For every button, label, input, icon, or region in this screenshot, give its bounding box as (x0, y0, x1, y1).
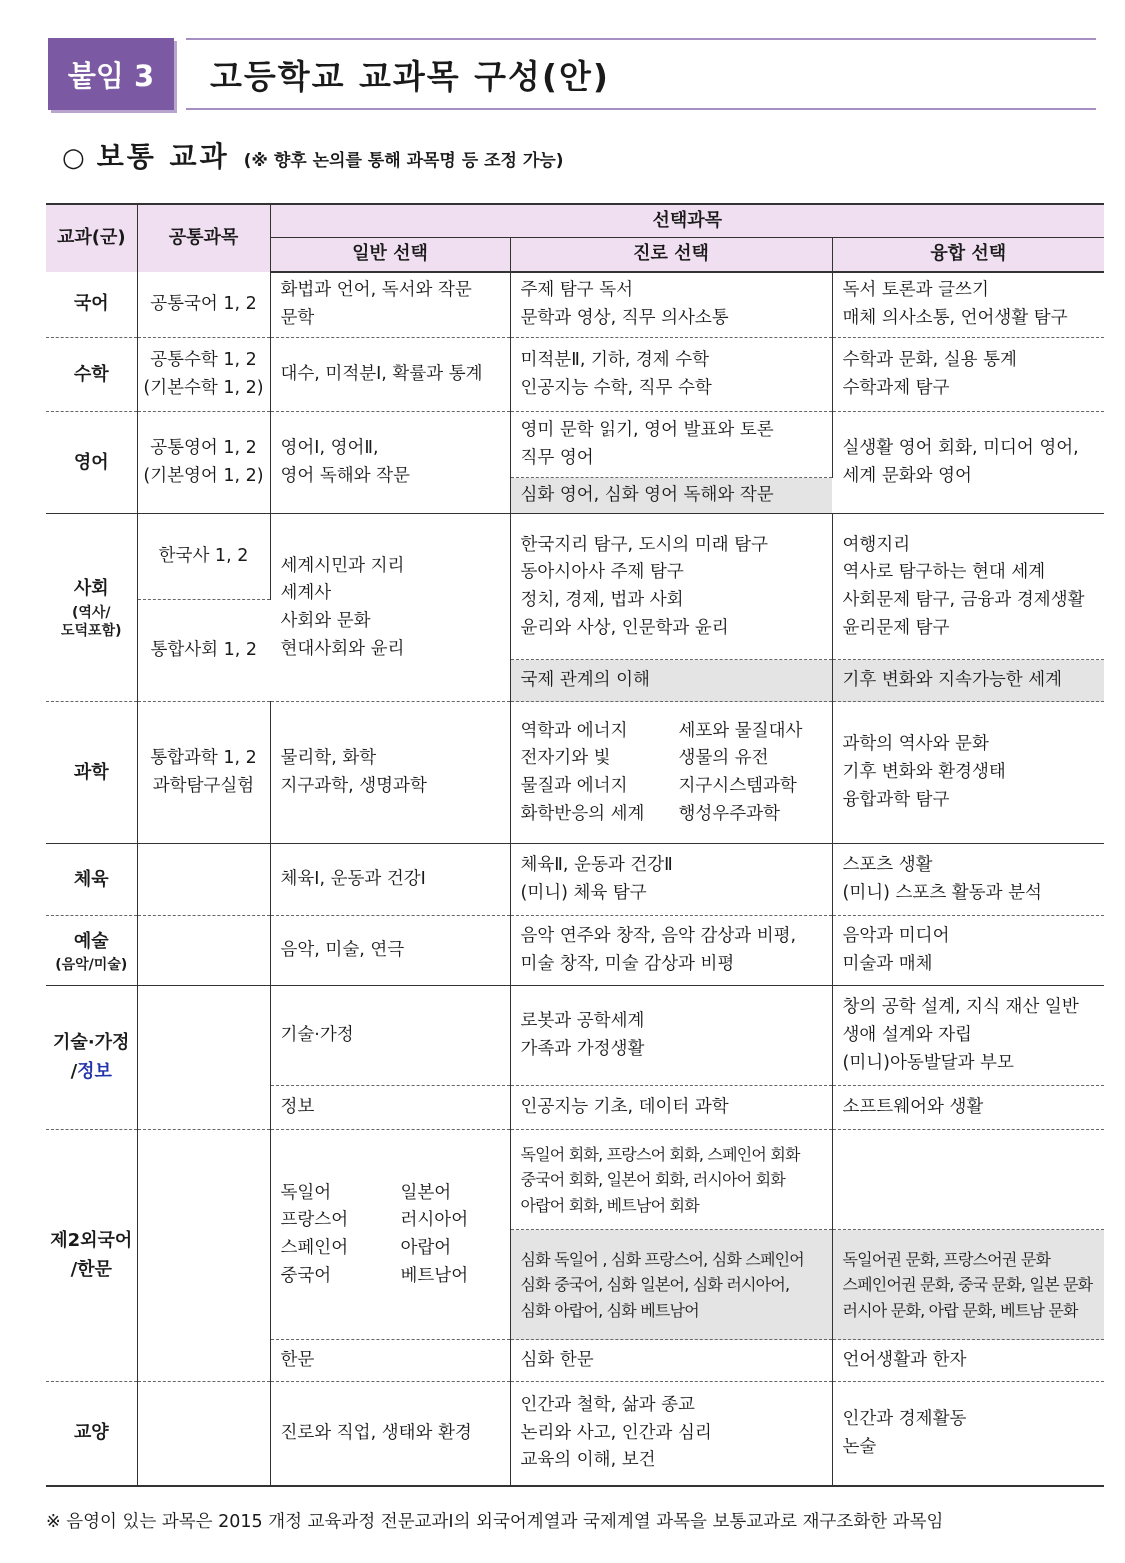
career-social: 한국지리 탐구, 도시의 미래 탐구 동아시아사 주제 탐구 정치, 경제, 법과 사회 윤리와 사상, 인문학과 윤리 (510, 514, 832, 660)
fusion-tech: 창의 공학 설계, 지식 재산 일반 생애 설계와 자립 (미니)아동발달과 부모 (832, 986, 1104, 1086)
fusion-arts: 음악과 미디어 미술과 매체 (832, 916, 1104, 986)
career-english: 영미 문학 읽기, 영어 발표와 토론 직무 영어 (510, 412, 832, 478)
general-second-language: 독일어 프랑스어 스페인어 중국어 일본어 러시아어 아랍어 베트남어 (270, 1130, 510, 1340)
common-pe (137, 844, 270, 916)
common-second-language (137, 1130, 270, 1382)
general-hanmun: 한문 (270, 1340, 510, 1382)
general-science: 물리학, 화학 지구과학, 생명과학 (270, 702, 510, 844)
fusion-second-language (832, 1130, 1104, 1230)
subject-info-highlight: 정보 (77, 1060, 112, 1082)
header (48, 38, 1096, 110)
general-pe: 체육Ⅰ, 운동과 건강Ⅰ (270, 844, 510, 916)
career-social-shaded: 국제 관계의 이해 (510, 660, 832, 702)
subject-social: 사회 (역사/ 도덕포함) (46, 514, 137, 702)
fusion-korean: 독서 토론과 글쓰기 매체 의사소통, 언어생활 탐구 (842, 280, 1068, 329)
common-integrated-social: 통합사회 1, 2 (137, 600, 270, 702)
career-second-language: 독일어 회화, 프랑스어 회화, 스페인어 회화 중국어 회화, 일본어 회화, 러시아어 회화 아랍어 회화, 베트남어 회화 (510, 1130, 832, 1230)
fusion-pe: 스포츠 생활 (미니) 스포츠 활동과 분석 (832, 844, 1104, 916)
fusion-math: 수학과 문화, 실용 통계 수학과제 탐구 (832, 338, 1104, 412)
common-math: 공통수학 1, 2 (기본수학 1, 2) (137, 338, 270, 412)
subject-tech-info: 기술·가정 /정보 (46, 986, 137, 1130)
general-liberal: 진로와 직업, 생태와 환경 (270, 1382, 510, 1486)
subject-science: 과학 (46, 702, 137, 844)
subject-arts: 예술 (음악/미술) (46, 916, 137, 986)
fusion-social-shaded: 기후 변화와 지속가능한 세계 (832, 660, 1104, 702)
career-math: 미적분Ⅱ, 기하, 경제 수학 인공지능 수학, 직무 수학 (510, 338, 832, 412)
subject-math: 수학 (46, 338, 137, 412)
footnote: ※ 음영이 있는 과목은 2015 개정 교육과정 전문교과Ⅰ의 외국어계열과 국제계열 과목을 보통교과로 재구조화한 과목임 (46, 1512, 944, 1532)
common-korean-history: 한국사 1, 2 (137, 514, 270, 600)
fusion-hanmun: 언어생활과 한자 (832, 1340, 1104, 1382)
subject-english: 영어 (46, 412, 137, 514)
section-note: (※ 향후 논의를 통해 과목명 등 조정 가능) (243, 151, 564, 171)
common-arts (137, 916, 270, 986)
fusion-english: 실생활 영어 회화, 미디어 영어, 세계 문화와 영어 (832, 412, 1104, 514)
section-bullet: ○ (62, 143, 85, 173)
fusion-social: 여행지리 역사로 탐구하는 현대 세계 사회문제 탐구, 금융과 경제생활 윤리문제 탐구 (832, 514, 1104, 660)
header-elective: 선택과목 (270, 204, 1104, 238)
subject-pe: 체육 (46, 844, 137, 916)
fusion-second-language-shaded: 독일어권 문화, 프랑스어권 문화 스페인어권 문화, 중국 문화, 일본 문화 러시아 문화, 아랍 문화, 베트남 문화 (832, 1230, 1104, 1340)
career-tech: 로봇과 공학세계 가족과 가정생활 (510, 986, 832, 1086)
common-tech (137, 986, 270, 1130)
general-english: 영어Ⅰ, 영어Ⅱ, 영어 독해와 작문 (270, 412, 510, 514)
general-tech: 기술·가정 (270, 986, 510, 1086)
career-arts: 음악 연주와 창작, 음악 감상과 비평, 미술 창작, 미술 감상과 비평 (510, 916, 832, 986)
career-liberal: 인간과 철학, 삶과 종교 논리와 사고, 인간과 심리 교육의 이해, 보건 (510, 1382, 832, 1486)
header-career: 진로 선택 (510, 238, 832, 272)
common-liberal (137, 1382, 270, 1486)
career-korean: 주제 탐구 독서 문학과 영상, 직무 의사소통 (510, 272, 832, 338)
header-subject-group: 교과(군) (46, 204, 137, 272)
general-arts: 음악, 미술, 연극 (270, 916, 510, 986)
career-hanmun: 심화 한문 (510, 1340, 832, 1382)
general-korean: 화법과 언어, 독서와 작문 문학 (270, 272, 510, 338)
common-science: 통합과학 1, 2 과학탐구실험 (137, 702, 270, 844)
general-info: 정보 (270, 1086, 510, 1130)
header-general: 일반 선택 (270, 238, 510, 272)
fusion-info: 소프트웨어와 생활 (832, 1086, 1104, 1130)
fusion-liberal: 인간과 경제활동 논술 (832, 1382, 1104, 1486)
subject-second-language: 제2외국어 /한문 (46, 1130, 137, 1382)
career-pe: 체육Ⅱ, 운동과 건강Ⅱ (미니) 체육 탐구 (510, 844, 832, 916)
section-title: 보통 교과 (96, 140, 230, 173)
common-korean: 공통국어 1, 2 (137, 272, 270, 338)
common-english: 공통영어 1, 2 (기본영어 1, 2) (137, 412, 270, 514)
appendix-badge: 붙임 3 (48, 38, 174, 110)
subject-liberal: 교양 (46, 1382, 137, 1486)
career-second-language-shaded: 심화 독일어 , 심화 프랑스어, 심화 스페인어 심화 중국어, 심화 일본어, 심화 러시아어, 심화 아랍어, 심화 베트남어 (510, 1230, 832, 1340)
curriculum-table (46, 203, 1104, 1487)
career-info: 인공지능 기초, 데이터 과학 (510, 1086, 832, 1130)
header-common: 공통과목 (137, 204, 270, 272)
section-heading (62, 135, 563, 175)
subject-korean: 국어 (46, 272, 137, 338)
header-fusion: 융합 선택 (832, 238, 1104, 272)
page-title: 고등학교 교과목 구성(안) (186, 38, 1096, 110)
career-science: 역학과 에너지 전자기와 빛 물질과 에너지 화학반응의 세계 세포와 물질대사 생물의 유전 지구시스템과학 행성우주과학 (510, 702, 832, 844)
fusion-science: 과학의 역사와 문화 기후 변화와 환경생태 융합과학 탐구 (832, 702, 1104, 844)
career-english-shaded: 심화 영어, 심화 영어 독해와 작문 (510, 478, 832, 514)
general-math: 대수, 미적분Ⅰ, 확률과 통계 (270, 338, 510, 412)
general-social: 세계시민과 지리 세계사 사회와 문화 현대사회와 윤리 (270, 514, 510, 702)
